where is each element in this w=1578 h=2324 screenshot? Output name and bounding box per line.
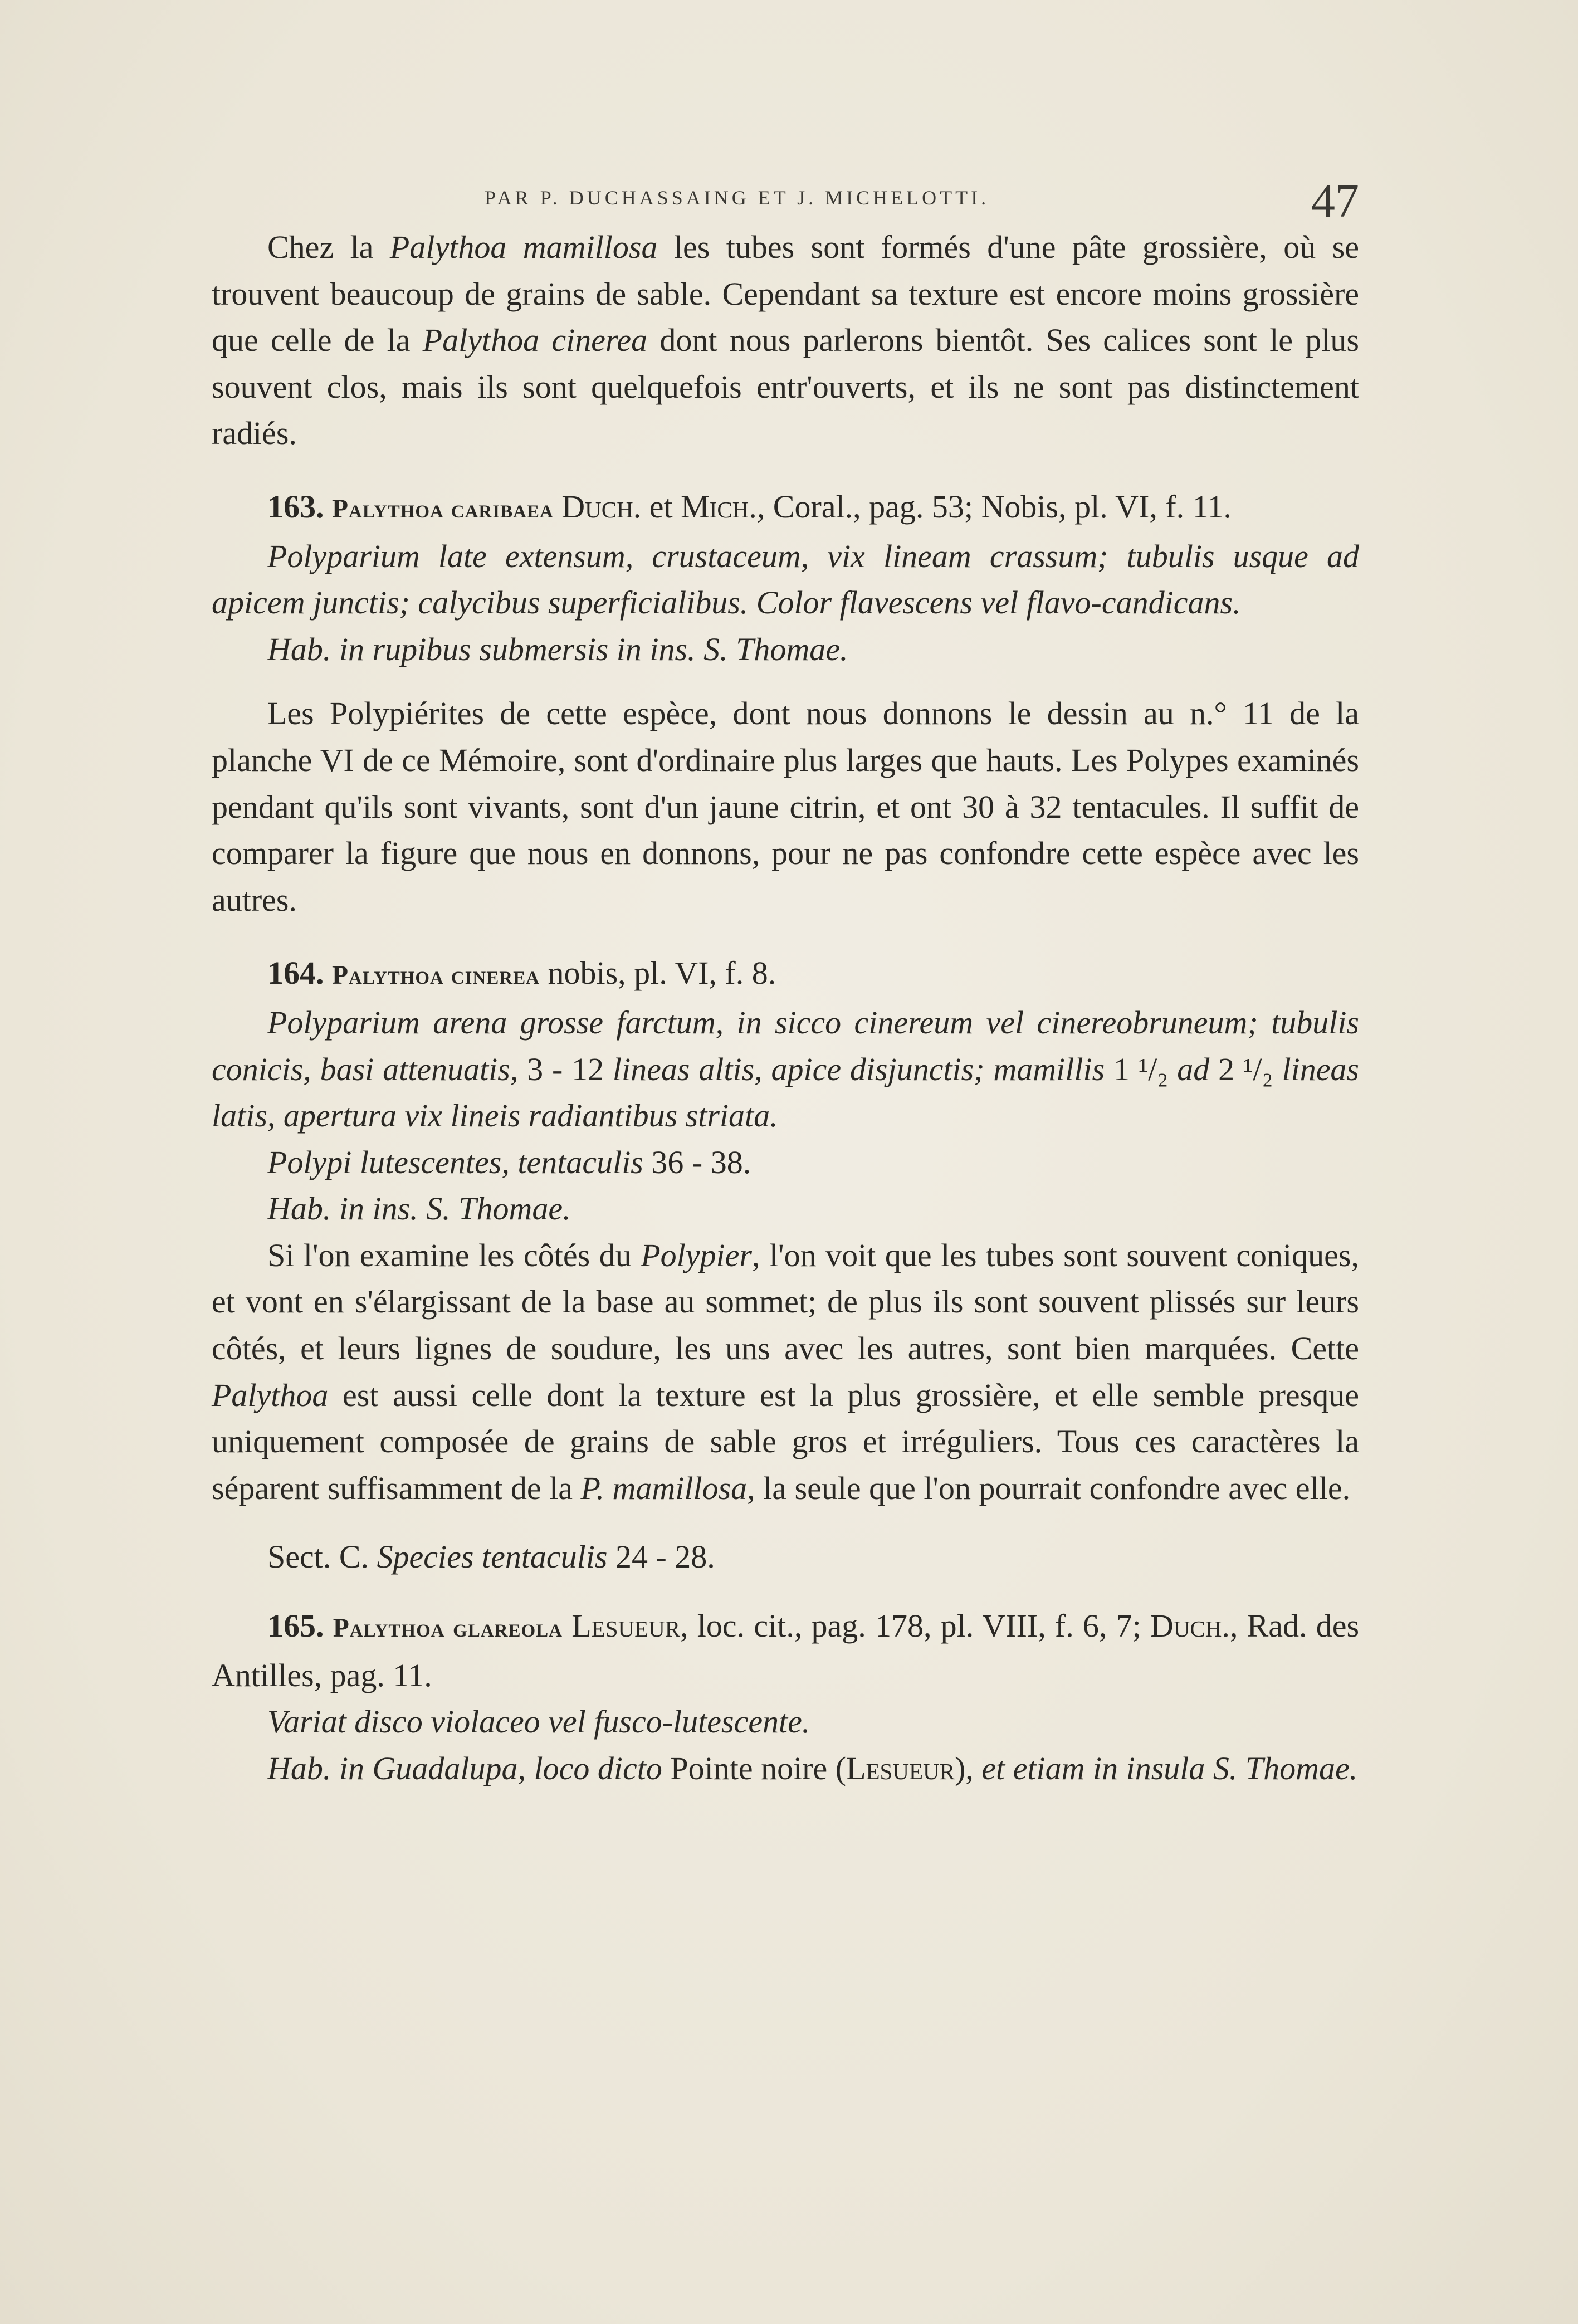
species-description-163: Polyparium late extensum, crustaceum, vix lineam crassum; tubulis usque ad apicem junctis; calycibus superficialibus. Color flavescens vel flavo-candicans.	[212, 538, 1359, 621]
text-run: et	[649, 488, 673, 525]
species-variation-165: Variat disco violaceo vel fusco-lutescente.	[267, 1703, 810, 1740]
paragraph-164-notes	[212, 1232, 1359, 1512]
text-run: , la seule que l'on pourrait confondre avec elle.	[747, 1469, 1351, 1506]
species-name: Palythoa cinerea	[422, 322, 648, 359]
author: Duch.	[1150, 1608, 1230, 1644]
paragraph-intro	[212, 224, 1359, 457]
reference: nobis, pl. VI, f. 8.	[539, 955, 776, 992]
text-run: Polypier	[641, 1237, 752, 1273]
text-run: Polyparium arena grosse farctum, in sicco cinereum vel cinereobruneum; tubulis conicis, basi attenuatis,	[212, 1004, 1359, 1087]
reference: , Coral., pag. 53; Nobis, pl. VI, f. 11.	[756, 488, 1232, 525]
text-run: Sect. C.	[267, 1539, 377, 1575]
species-habitat-164: Hab. in ins. S. Thomae.	[267, 1190, 571, 1227]
text-run: Chez la	[267, 229, 390, 265]
text-run: 36 - 38.	[643, 1144, 751, 1180]
species-number: 163.	[267, 488, 324, 525]
reference: , Rad. des Antilles, pag. 11.	[212, 1608, 1360, 1693]
text-run: 24 - 28.	[607, 1539, 715, 1575]
species-number: 165.	[267, 1608, 324, 1644]
text-run: Si l'on examine les côtés du	[267, 1237, 641, 1273]
text-run: ad	[1168, 1051, 1219, 1087]
text-run: les tubes sont formés d'une pâte grossière, où se trouvent beaucoup de grains de sable. Cependant sa texture est encore moins grossière que celle de la	[212, 229, 1359, 359]
paragraph-163-notes: Les Polypiérites de cette espèce, dont nous donnons le dessin au n.° 11 de la planche VI de ce Mémoire, sont d'ordinaire plus larges que hauts. Les Polypes examinés pendant qu'ils sont vivants, sont d'un jaune citrin, et ont 30 à 32 tentacules. Il suffit de comparer la figure que nous en donnons, pour ne pas confondre cette espèce avec les autres.	[212, 695, 1359, 918]
species-heading-164	[212, 950, 1359, 999]
page-number: 47	[1311, 174, 1359, 227]
species-habitat-163: Hab. in rupibus submersis in ins. S. Thomae.	[267, 631, 848, 667]
page-header	[212, 174, 1359, 227]
text-run: est aussi celle dont la texture est la plus grossière, et elle semble presque uniquement composée de grains de sable gros et irréguliers. Tous ces caractères la séparent suffisamment de la	[212, 1376, 1359, 1506]
text-run: 3 - 12	[527, 1051, 604, 1087]
species-name: P. mamillosa	[580, 1469, 748, 1506]
species-description-164	[212, 999, 1359, 1139]
text-run: , l'on voit que les tubes sont souvent coniques, et vont en s'élargissant de la base au sommet; de plus ils sont souvent plissés sur leurs côtés, et leurs lignes de soudure, les uns avec les autres, sont bien marquées. Cette	[212, 1237, 1359, 1367]
species-title: Palythoa cinerea	[332, 961, 540, 990]
text-run: et etiam in insula S. Thomae.	[981, 1750, 1358, 1786]
body-text	[212, 224, 1359, 1791]
species-habitat-165	[212, 1745, 1359, 1792]
species-polypi-164	[212, 1139, 1359, 1186]
species-heading-165	[212, 1603, 1359, 1698]
author: Lesueur	[846, 1750, 955, 1786]
text-run: ),	[954, 1750, 982, 1786]
species-heading-163	[212, 484, 1359, 533]
running-head: PAR P. DUCHASSAING ET J. MICHELOTTI.	[485, 187, 990, 209]
species-title: Palythoa caribaea	[332, 494, 554, 524]
text-run: lineas altis, apice disjunctis; mamillis	[604, 1051, 1113, 1087]
text-run: lineas latis, apertura vix lineis radiantibus striata.	[212, 1051, 1360, 1134]
species-name: Palythoa	[212, 1376, 329, 1413]
text-run: Pointe noire (	[670, 1750, 847, 1786]
text-run: Polypi lutescentes, tentaculis	[267, 1144, 643, 1180]
species-title: Palythoa glareola	[333, 1614, 563, 1643]
species-number: 164.	[267, 955, 324, 992]
author: Lesueur	[571, 1608, 681, 1644]
reference: , loc. cit., pag. 178, pl. VIII, f. 6, 7;	[680, 1608, 1141, 1644]
text-run: Hab. in Guadalupa, loco dicto	[267, 1750, 671, 1786]
section-heading-c	[212, 1534, 1359, 1580]
author: Mich.	[681, 488, 757, 525]
author: Duch.	[561, 488, 642, 525]
text-run: 2 ¹/₂	[1218, 1051, 1273, 1087]
text-run: dont nous parlerons bientôt. Ses calices sont le plus souvent clos, mais ils sont quelquefois entr'ouverts, et ils ne sont pas distinctement radiés.	[212, 322, 1359, 452]
text-run: Species tentaculis	[377, 1539, 608, 1575]
species-name: Palythoa mamillosa	[389, 229, 658, 265]
text-run: 1 ¹/₂	[1113, 1051, 1169, 1087]
